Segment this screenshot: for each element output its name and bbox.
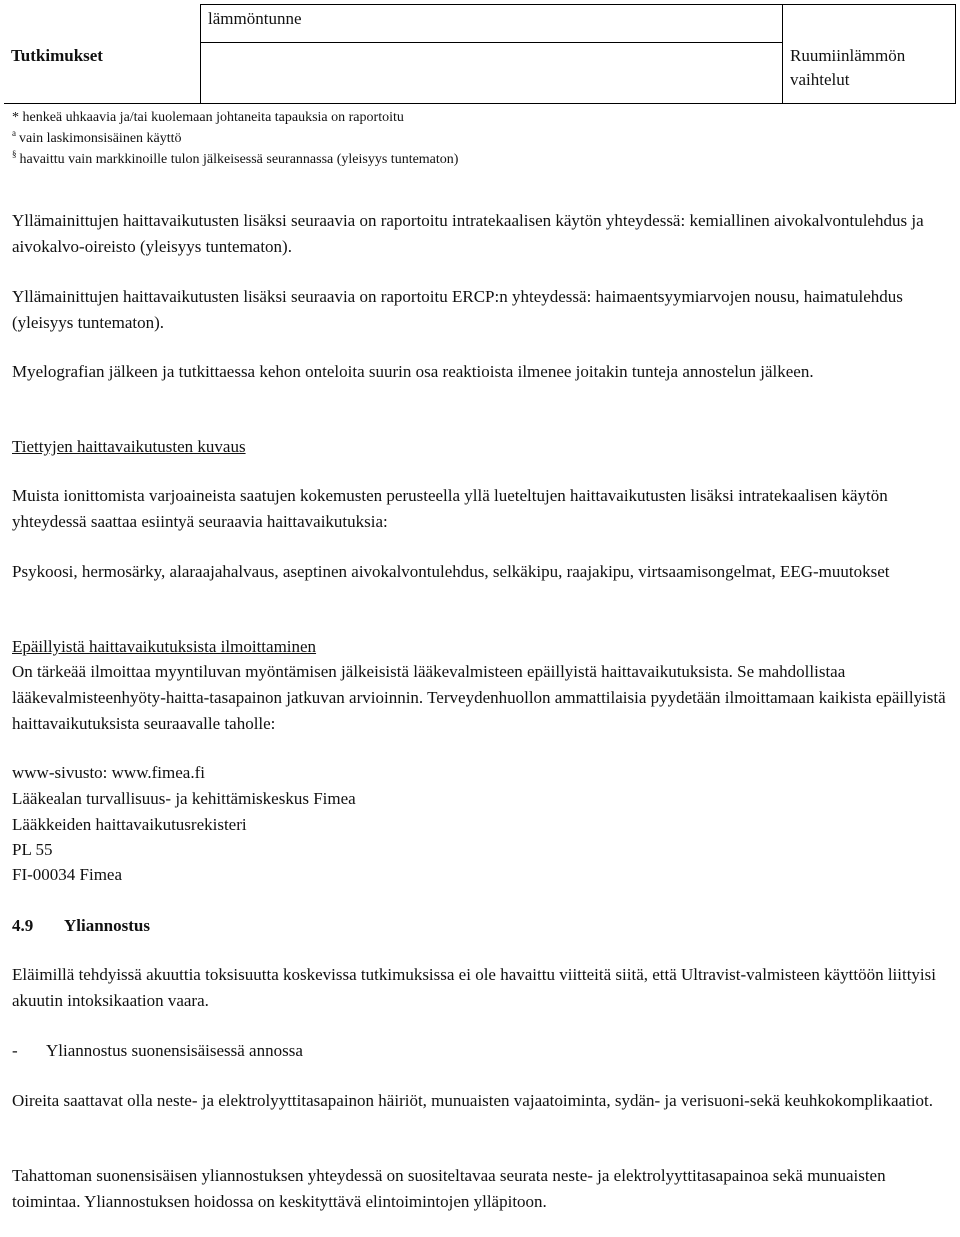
- paragraph-reporting: On tärkeää ilmoittaa myyntiluvan myöntämisen jälkeisistä lääkevalmisteen epäillyistä haittavaikutuksista. Se mahdollistaa lääkevalmisteenhyöty-haitta-tasapainon jatkuvan arvioinnin. Terveydenhuollon ammattilaisia pyydetään ilmoittamaan kaikista epäillyistä haittavaikutuksista seuraavalle taholle:: [12, 662, 946, 733]
- footnote-text: vain laskimonsisäinen käyttö: [19, 131, 182, 146]
- paragraph-other-contrast: Muista ionittomista varjoaineista saatujen kokemusten perusteella yllä lueteltujen haittavaikutusten lisäksi intratekaalisen käytön yhteydessä saattaa esiintyä seuraavia haittavaikutuksia:: [12, 486, 888, 531]
- table-right-border: [955, 4, 956, 104]
- footnote-1: [12, 107, 404, 128]
- dash-item-iv-overdose: [12, 1038, 303, 1064]
- table-cell-right-line1: Ruumiinlämmön: [790, 46, 906, 65]
- table-top-border: [200, 4, 956, 5]
- footnote-text: * henkeä uhkaavia ja/tai kuolemaan johtaneita tapauksia on raportoitu: [12, 110, 404, 125]
- dash-item-text: Yliannostus suonensisäisessä annossa: [46, 1041, 303, 1060]
- table-divider-left: [200, 4, 201, 104]
- paragraph-myelography: Myelografian jälkeen ja tutkittaessa kehon onteloita suurin osa reaktioista ilmenee joitakin tunteja annostelun jälkeen.: [12, 362, 814, 381]
- table-divider-right: [782, 4, 783, 104]
- heading-description: Tiettyjen haittavaikutusten kuvaus: [12, 437, 246, 456]
- footnote-3: [12, 149, 458, 170]
- paragraph-animal-studies: Eläimillä tehdyissä akuuttia toksisuutta koskevissa tutkimuksissa ei ole havaittu viitteitä siitä, että Ultravist-valmisteen käyttöön liittyisi akuutin intoksikaation vaara.: [12, 965, 936, 1010]
- section-number: 4.9: [12, 916, 34, 935]
- effects-table-fragment: [4, 4, 956, 104]
- table-inner-row-line: [200, 42, 783, 43]
- address-registry: Lääkkeiden haittavaikutusrekisteri: [12, 815, 247, 834]
- dash-marker: -: [12, 1041, 18, 1060]
- address-postcode: FI-00034 Fimea: [12, 865, 123, 884]
- address-website: www-sivusto: www.fimea.fi: [12, 763, 205, 782]
- address-agency: Lääkealan turvallisuus- ja kehittämiskeskus Fimea: [12, 789, 356, 808]
- heading-reporting: Epäillyistä haittavaikutuksista ilmoittaminen: [12, 637, 317, 656]
- paragraph-intrathecal: Yllämainittujen haittavaikutusten lisäksi seuraavia on raportoitu intratekaalisen käytön yhteydessä: kemiallinen aivokalvontulehdus ja aivokalvo-oireisto (yleisyys tuntematon).: [12, 211, 924, 256]
- table-bottom-border: [4, 103, 956, 104]
- section-title: Yliannostus: [64, 916, 150, 935]
- footnote-marker: §: [12, 149, 17, 160]
- footnote-text: havaittu vain markkinoille tulon jälkeisessä seurannassa (yleisyys tuntematon): [19, 152, 459, 167]
- footnote-2: [12, 128, 182, 149]
- paragraph-effects-list: Psykoosi, hermosärky, alaraajahalvaus, aseptinen aivokalvontulehdus, selkäkipu, raajakipu, virtsaamisongelmat, EEG-muutokset: [12, 562, 890, 581]
- table-header-studies: Tutkimukset: [11, 46, 103, 65]
- address-po-box: PL 55: [12, 840, 53, 859]
- paragraph-ercp: Yllämainittujen haittavaikutusten lisäksi seuraavia on raportoitu ERCP:n yhteydessä: haimaentsyymiarvojen nousu, haimatulehdus (yleisyys tuntematon).: [12, 287, 903, 332]
- table-cell-right-line2: vaihtelut: [790, 70, 850, 89]
- paragraph-symptoms: Oireita saattavat olla neste- ja elektrolyyttitasapainon häiriöt, munuaisten vajaatoiminta, sydän- ja verisuoni-sekä keuhkokomplikaatiot.: [12, 1091, 934, 1110]
- footnote-marker: a: [12, 128, 16, 139]
- table-cell-top-middle: lämmöntunne: [208, 9, 302, 28]
- paragraph-treatment: Tahattoman suonensisäisen yliannostuksen yhteydessä on suositeltavaa seurata neste- ja elektrolyyttitasapainoa sekä munuaisten toimintaa. Yliannostuksen hoidossa on keskityttävä elintoimintojen ylläpitoon.: [12, 1166, 886, 1211]
- section-heading-overdose: [12, 913, 150, 939]
